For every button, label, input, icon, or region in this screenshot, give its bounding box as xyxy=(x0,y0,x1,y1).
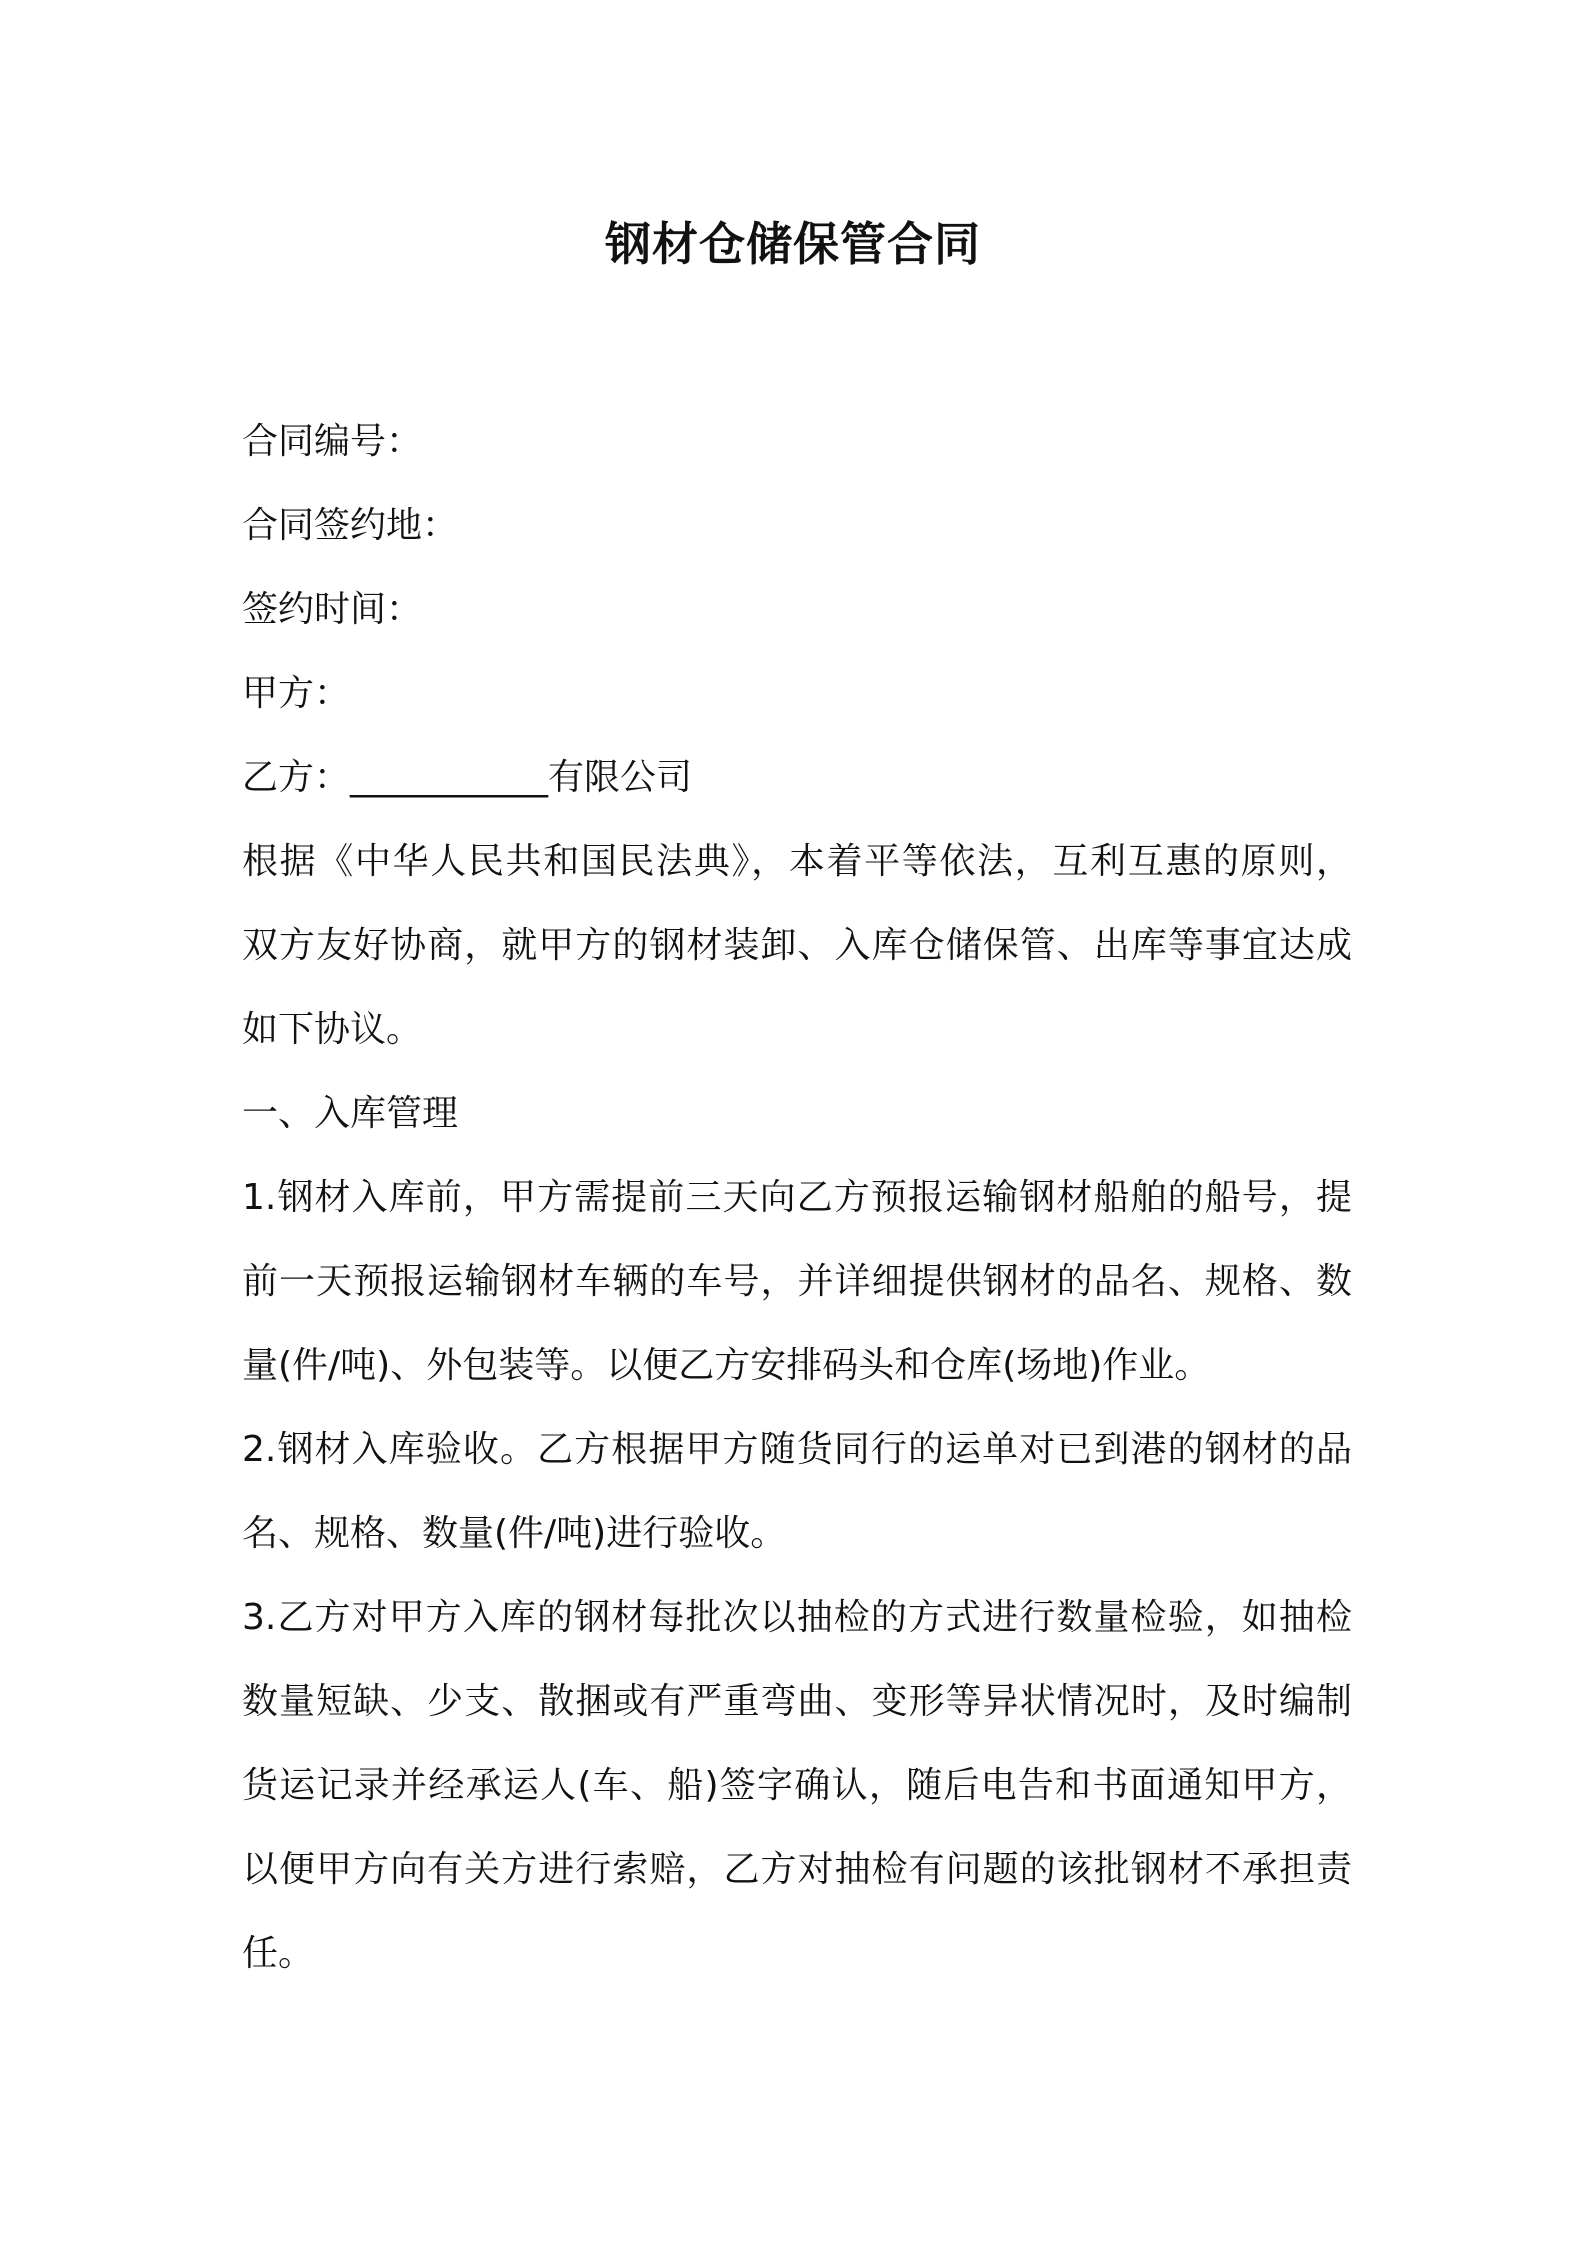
clause-3-line-2: 数量短缺、少支、散捆或有严重弯曲、变形等异状情况时，及时编制 xyxy=(242,1681,1352,1722)
clause-3-line-1: 3.乙方对甲方入库的钢材每批次以抽检的方式进行数量检验，如抽检 xyxy=(242,1597,1352,1638)
clause-2-line-2: 名、规格、数量(件/吨)进行验收。 xyxy=(242,1513,787,1554)
section-heading: 一、入库管理 xyxy=(242,1093,459,1134)
preamble-line-2: 双方友好协商，就甲方的钢材装卸、入库仓储保管、出库等事宜达成 xyxy=(242,925,1352,966)
document-title: 钢材仓储保管合同 xyxy=(605,217,981,271)
preamble-line-1: 根据《中华人民共和国民法典》，本着平等依法，互利互惠的原则， xyxy=(242,841,1352,882)
party-a-line: 甲方： xyxy=(242,673,351,714)
party-b-line: 乙方：___________有限公司 xyxy=(242,757,693,798)
clause-1-line-1: 1.钢材入库前，甲方需提前三天向乙方预报运输钢材船舶的船号，提 xyxy=(242,1177,1352,1218)
signing-time-line: 签约时间： xyxy=(242,589,423,630)
clause-2-line-1: 2.钢材入库验收。乙方根据甲方随货同行的运单对已到港的钢材的品 xyxy=(242,1429,1352,1470)
contract-number-line: 合同编号： xyxy=(242,421,423,462)
signing-place-line: 合同签约地： xyxy=(242,505,459,546)
clause-1-line-3: 量(件/吨)、外包装等。以便乙方安排码头和仓库(场地)作业。 xyxy=(242,1345,1211,1386)
clause-3-line-5: 任。 xyxy=(242,1933,315,1974)
clause-3-line-3: 货运记录并经承运人(车、船)签字确认，随后电告和书面通知甲方， xyxy=(242,1765,1352,1806)
preamble-line-3: 如下协议。 xyxy=(242,1009,423,1050)
document-body xyxy=(242,400,1352,1996)
clause-1-line-2: 前一天预报运输钢材车辆的车号，并详细提供钢材的品名、规格、数 xyxy=(242,1261,1352,1302)
clause-3-line-4: 以便甲方向有关方进行索赔，乙方对抽检有问题的该批钢材不承担责 xyxy=(242,1849,1352,1890)
